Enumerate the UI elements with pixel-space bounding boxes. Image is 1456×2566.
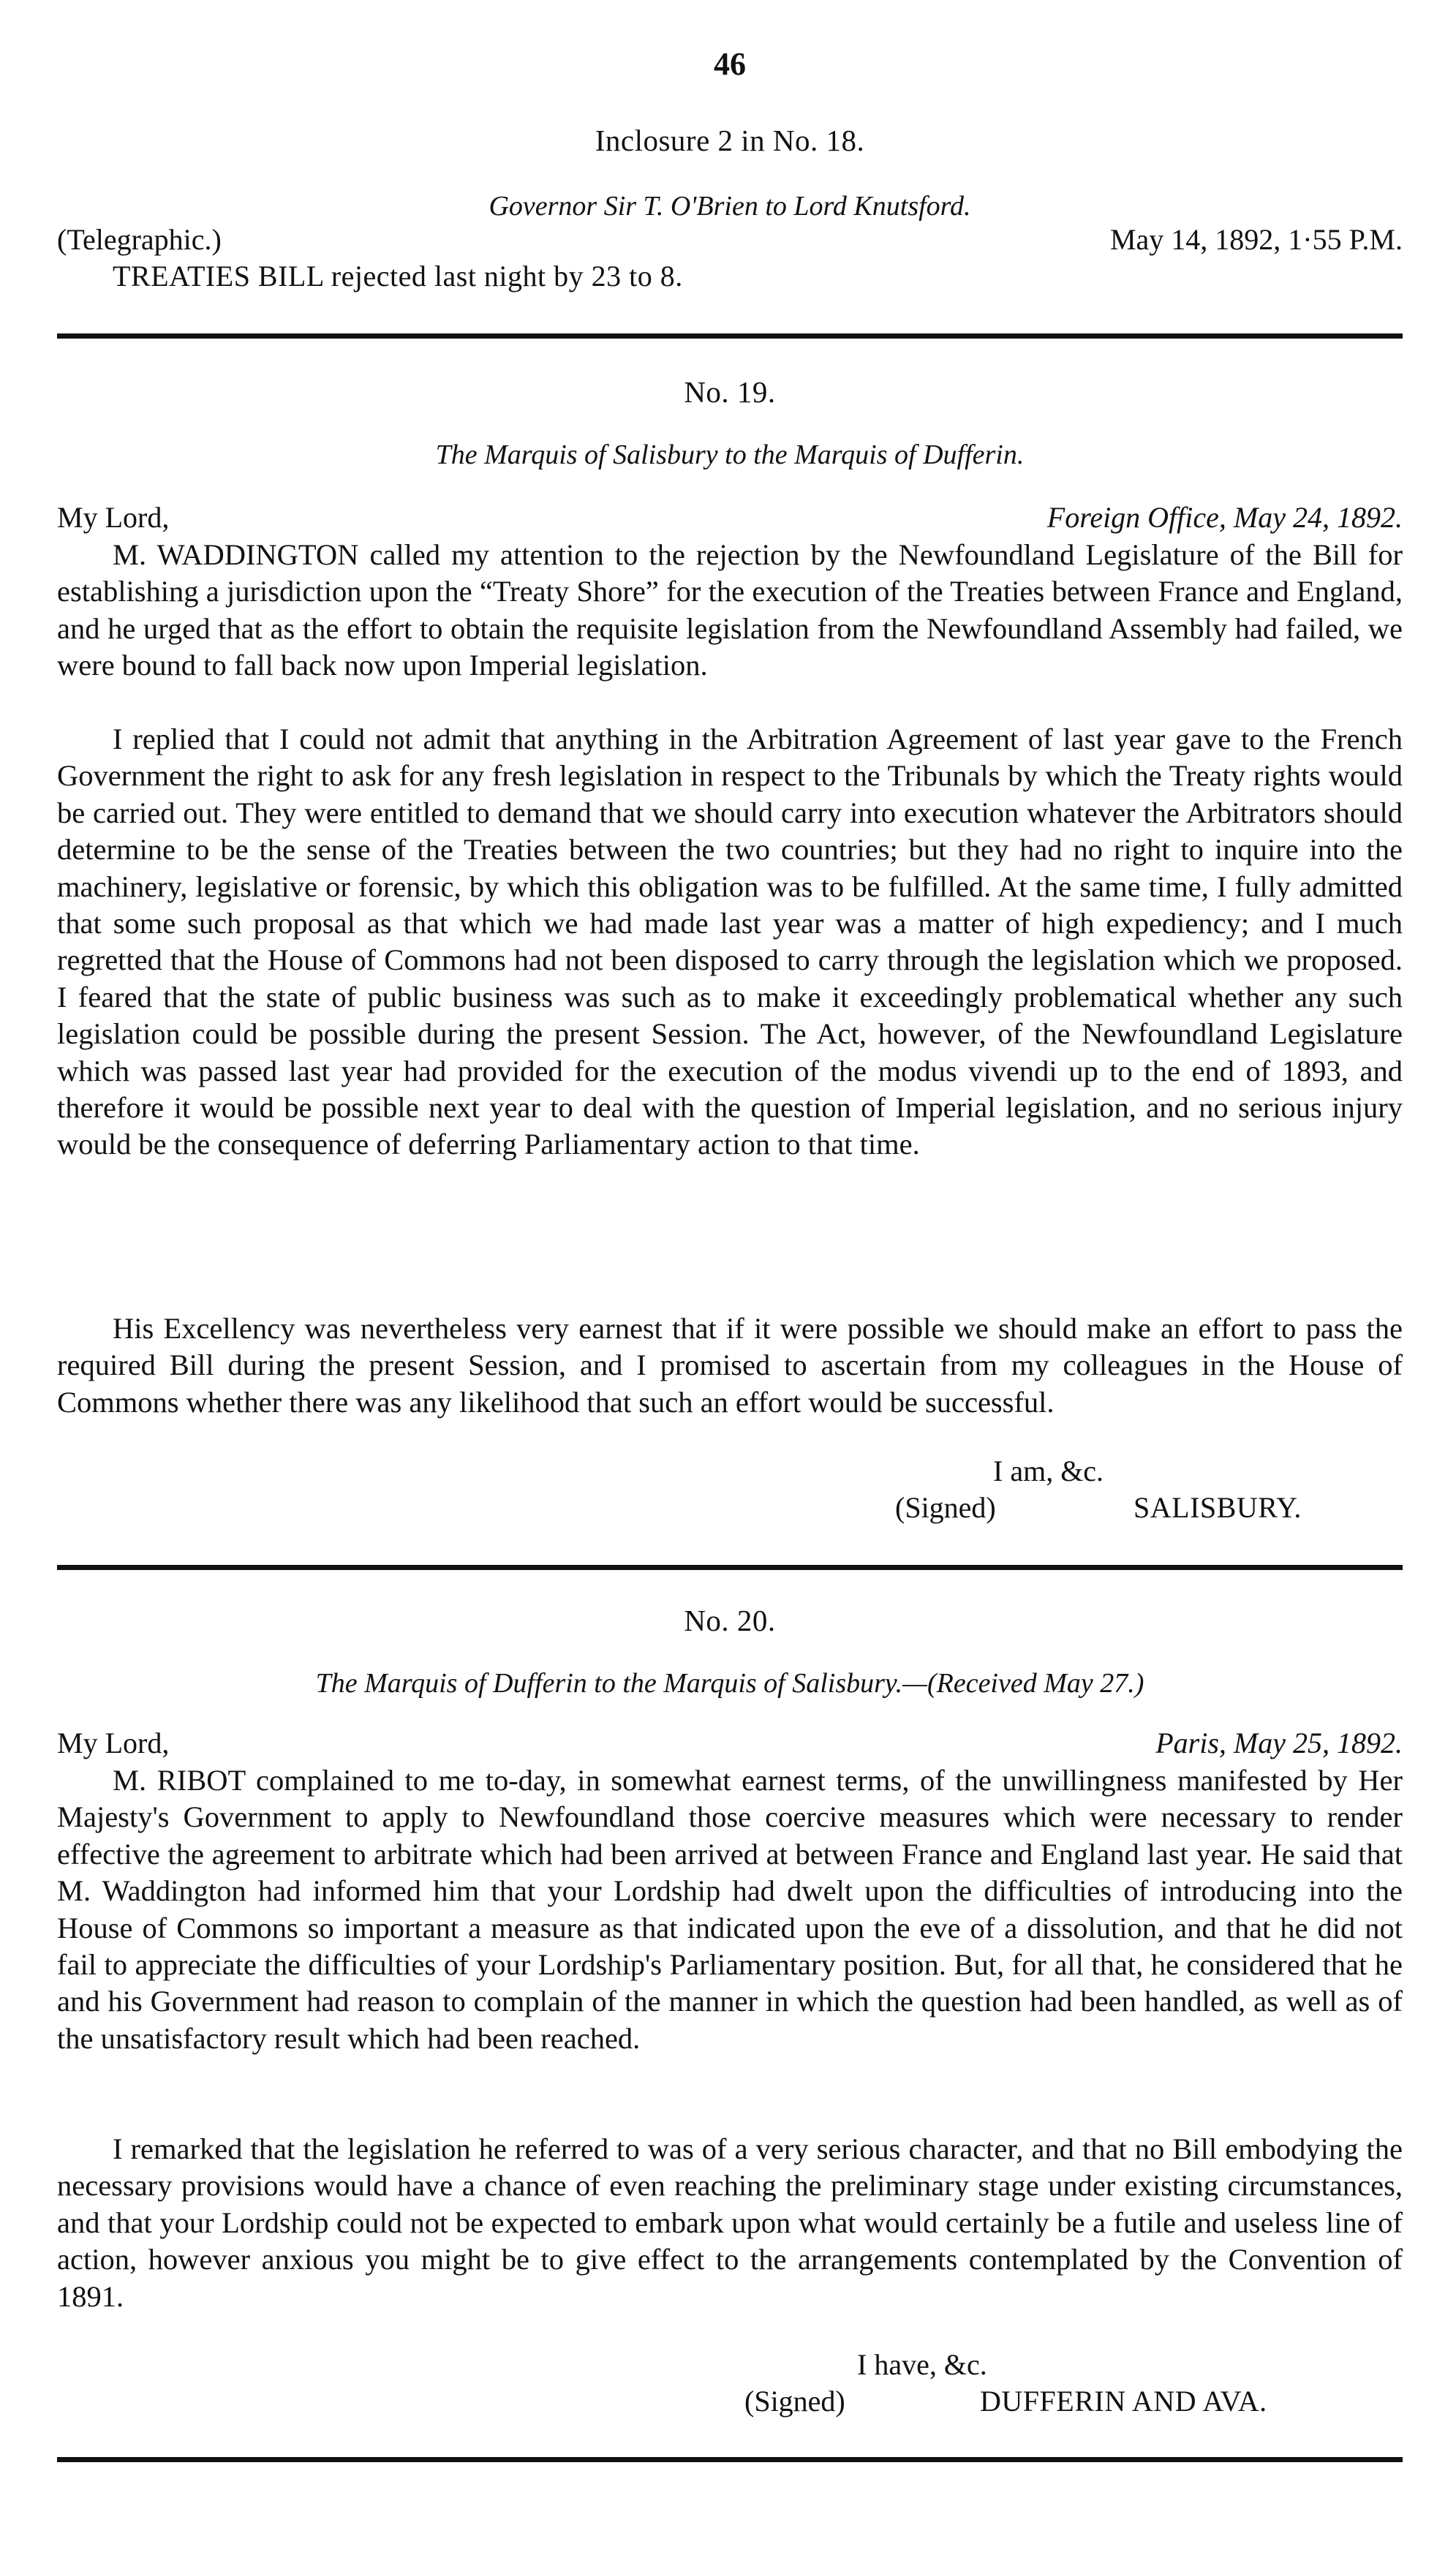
no19-salutation: My Lord,: [57, 501, 170, 534]
no19-dateline: Foreign Office, May 24, 1892.: [1046, 501, 1403, 534]
no20-salutation: My Lord,: [57, 1727, 170, 1759]
no20-paragraph-2: I remarked that the legislation he referred to was of a very serious character, and that no Bill embodying the necessary provisions would have a chance of even reaching the preliminary stage under existing circumstances, and that your Lordship could not be expected to embark upon what would certainly be a futile and useless line of action, however anxious you might be to give effect to the arrangements contemplated by the Convention of 1891.: [57, 2132, 1403, 2313]
inclosure-date: May 14, 1892, 1·55 P.M.: [1109, 223, 1403, 256]
no20-signed: (Signed): [744, 2385, 845, 2418]
inclosure-mode: (Telegraphic.): [57, 223, 222, 256]
no19-paragraph-1: M. WADDINGTON called my attention to the rejection by the Newfoundland Legislature of the Bill for establishing a jurisdiction upon the “Treaty Shore” for the execution of the Treaties between France and England, and he urged that as the effort to obtain the requisite legislation from the Newfoundland Assembly had failed, we were bound to fall back now upon Imperial legislation.: [57, 538, 1403, 682]
section-divider: [57, 1565, 1403, 1570]
inclosure-text: TREATIES BILL rejected last night by 23 to 8.: [113, 260, 683, 293]
document-page: [57, 0, 1403, 2566]
no19-signed: (Signed): [895, 1491, 996, 1524]
section-divider: [57, 333, 1403, 339]
no19-paragraph-3: His Excellency was nevertheless very earnest that if it were possible we should make an effort to pass the required Bill during the present Session, and I promised to ascertain from my colleagues in the House of Commons whether there was any likelihood that such an effort would be successful.: [57, 1312, 1403, 1419]
no19-heading: No. 19.: [684, 375, 776, 409]
no20-title: The Marquis of Dufferin to the Marquis of Salisbury.—(Received May 27.): [315, 1668, 1144, 1699]
page-number: 46: [714, 46, 746, 82]
inclosure-title: Governor Sir T. O'Brien to Lord Knutsford.: [489, 191, 971, 222]
no19-signature: SALISBURY.: [1134, 1491, 1302, 1524]
no20-heading: No. 20.: [684, 1604, 776, 1637]
no20-signature: DUFFERIN AND AVA.: [980, 2385, 1267, 2418]
no20-dateline: Paris, May 25, 1892.: [1155, 1727, 1403, 1759]
inclosure-heading: Inclosure 2 in No. 18.: [595, 124, 865, 157]
no20-paragraph-1: M. RIBOT complained to me to-day, in somewhat earnest terms, of the unwillingness manifested by Her Majesty's Government to apply to Newfoundland those coercive measures which were necessary to render effective the agreement to arbitrate which had been arrived at between France and England last year. He said that M. Waddington had informed him that your Lordship had dwelt upon the difficulties of introducing into the House of Commons so important a measure as that indicated upon the eve of a dissolution, and that he did not fail to appreciate the difficulties of your Lordship's Parliamentary position. But, for all that, he considered that he and his Government had reason to complain of the manner in which the question had been handled, as well as of the unsatisfactory result which had been reached.: [57, 1764, 1403, 2055]
section-divider: [57, 2457, 1403, 2462]
no19-paragraph-2: I replied that I could not admit that anything in the Arbitration Agreement of last year gave to the French Government the right to ask for any fresh legislation in respect to the Tribunals by which the Treaty rights would be carried out. They were entitled to demand that we should carry into execution whatever the Arbitrators should determine to be the sense of the Treaties between the two countries; but they had no right to inquire into the machinery, legislative or forensic, by which this obligation was to be fulfilled. At the same time, I fully admitted that some such proposal as that which we had made last year was a matter of high expediency; and I much regretted that the House of Commons had not been disposed to carry through the legislation which we proposed. I feared that the state of public business was such as to make it exceedingly problematical whether any such legislation could be possible during the present Session. The Act, however, of the Newfoundland Legislature which was passed last year had provided for the execution of the modus vivendi up to the end of 1893, and therefore it would be possible next year to deal with the question of Imperial legislation, and no serious injury would be the consequence of deferring Parliamentary action to that time.: [57, 722, 1403, 1161]
no19-closing: I am, &c.: [993, 1454, 1104, 1487]
no20-closing: I have, &c.: [857, 2348, 987, 2381]
no19-title: The Marquis of Salisbury to the Marquis of Dufferin.: [435, 439, 1025, 470]
